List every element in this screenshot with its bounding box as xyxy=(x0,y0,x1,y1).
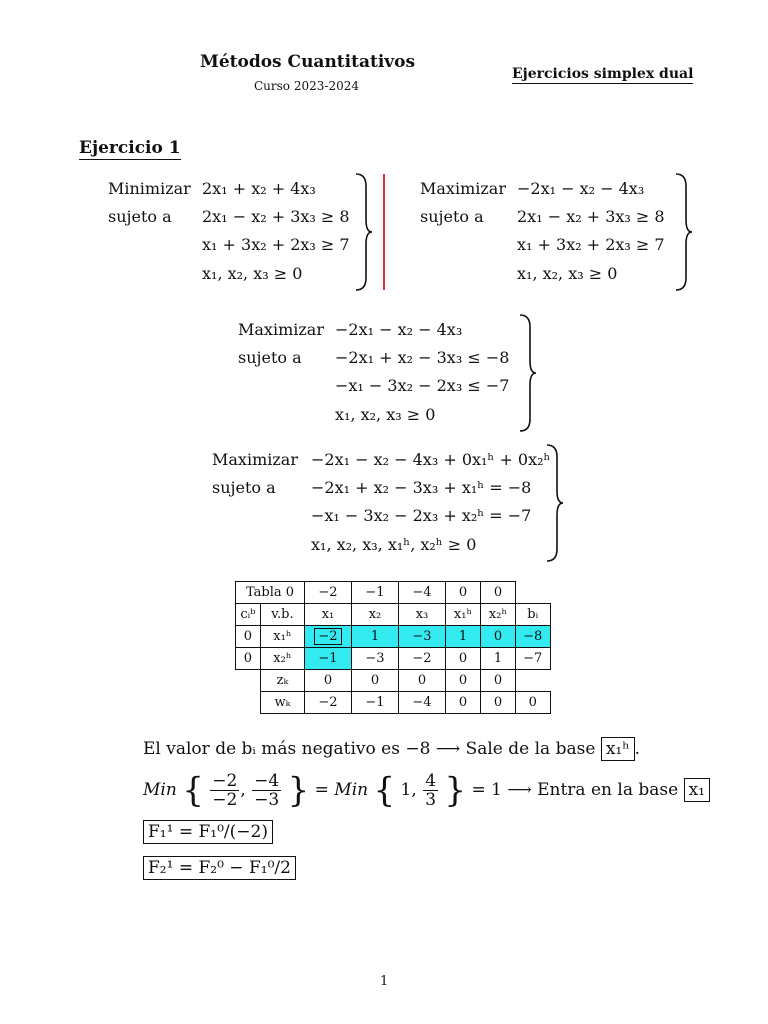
leaving-variable-line: El valor de bᵢ más negativo es −8 ⟶ Sale de la base x₁ʰ . xyxy=(143,739,640,759)
table-cell: 0 xyxy=(305,670,352,692)
table-cell: x₁ʰ xyxy=(446,604,481,626)
table-cell: zₖ xyxy=(260,670,304,692)
table-cell: x₁ʰ xyxy=(260,626,304,648)
table-cell: 0 xyxy=(481,670,516,692)
table-row xyxy=(236,582,551,604)
objective-expr: −2x₁ − x₂ − 4x₃ xyxy=(335,320,463,339)
table-cell: −1 xyxy=(305,648,352,670)
table-cell: 0 xyxy=(481,692,516,714)
row-operation-2: F₂¹ = F₂⁰ − F₁⁰/2 xyxy=(143,856,296,880)
pivot-cell xyxy=(305,626,352,648)
table-cell: 0 xyxy=(236,626,261,648)
min-eq-label: = Min xyxy=(314,780,369,800)
table-row xyxy=(236,692,551,714)
table-cell: 0 xyxy=(446,648,481,670)
divider-line xyxy=(383,174,385,290)
table-cell: 0 xyxy=(236,648,261,670)
table-cell: −3 xyxy=(399,626,446,648)
pivot-value: −2 xyxy=(314,628,341,645)
table-cell: −3 xyxy=(352,648,399,670)
simplex-tableau xyxy=(235,581,551,714)
formula-row-1 xyxy=(143,822,273,842)
entering-variable-line: Min { $\frac{-2}{-2}$ , $\frac{-4}{-3}$ } = Min { 1, $\frac{4}{3}$ } = 1 ⟶ Entra en la base x₁ xyxy=(143,772,710,809)
ratio-fraction: $\frac{-2}{-2}$ xyxy=(212,771,238,810)
table-cell: v.b. xyxy=(260,604,304,626)
table-cell: 0 xyxy=(481,626,516,648)
table-cell: −4 xyxy=(399,582,446,604)
table-cell: −1 xyxy=(352,692,399,714)
right-brace-icon xyxy=(352,172,374,292)
lp-maximize-2 xyxy=(238,320,528,430)
constraint-3: x₁, x₂, x₃, x₁ʰ, x₂ʰ ≥ 0 xyxy=(311,535,477,554)
row-operation-1: F₁¹ = F₁⁰/(−2) xyxy=(143,820,273,844)
entering-variable-box: x₁ xyxy=(684,778,710,802)
table-cell: 1 xyxy=(446,626,481,648)
constraint-1: −2x₁ + x₂ − 3x₃ ≤ −8 xyxy=(335,348,510,367)
constraint-label: sujeto a xyxy=(108,207,172,226)
lp-minimize xyxy=(108,179,368,289)
constraint-2: −x₁ − 3x₂ − 2x₃ ≤ −7 xyxy=(335,376,510,395)
constraint-3: x₁, x₂, x₃ ≥ 0 xyxy=(202,264,303,283)
table-cell: x₃ xyxy=(399,604,446,626)
ratio-fraction: $\frac{-4}{-3}$ xyxy=(254,771,280,810)
table-cell: 0 xyxy=(446,582,481,604)
table-cell: −1 xyxy=(352,582,399,604)
table-cell: 0 xyxy=(399,670,446,692)
table-cell: wₖ xyxy=(260,692,304,714)
ratio-fraction: $\frac{4}{3}$ xyxy=(425,771,437,810)
right-brace-icon xyxy=(543,443,565,563)
objective-label: Maximizar xyxy=(238,320,324,339)
table-row xyxy=(236,648,551,670)
table-cell: 0 xyxy=(446,692,481,714)
objective-expr: −2x₁ − x₂ − 4x₃ xyxy=(517,179,645,198)
constraint-1: 2x₁ − x₂ + 3x₃ ≥ 8 xyxy=(202,207,350,226)
tableau-title: Tabla 0 xyxy=(236,582,305,604)
table-cell: −2 xyxy=(305,692,352,714)
table-cell xyxy=(516,582,551,604)
section-title: Ejercicio 1 xyxy=(79,138,181,158)
constraint-3: x₁, x₂, x₃ ≥ 0 xyxy=(335,405,436,424)
constraint-2: −x₁ − 3x₂ − 2x₃ + x₂ʰ = −7 xyxy=(311,506,532,525)
document-title: Métodos Cuantitativos xyxy=(200,52,416,72)
table-cell: x₂ʰ xyxy=(260,648,304,670)
table-cell: 0 xyxy=(352,670,399,692)
table-row xyxy=(236,604,551,626)
table-cell: cᵢᵇ xyxy=(236,604,261,626)
constraint-2: x₁ + 3x₂ + 2x₃ ≥ 7 xyxy=(517,235,665,254)
page-number: 1 xyxy=(380,974,389,989)
formula-row-2 xyxy=(143,858,296,878)
objective-expr: −2x₁ − x₂ − 4x₃ + 0x₁ʰ + 0x₂ʰ xyxy=(311,450,551,469)
constraint-3: x₁, x₂, x₃ ≥ 0 xyxy=(517,264,618,283)
table-cell: −2 xyxy=(305,582,352,604)
constraint-label: sujeto a xyxy=(420,207,484,226)
objective-label: Maximizar xyxy=(212,450,298,469)
table-cell: x₂ xyxy=(352,604,399,626)
table-cell: 0 xyxy=(481,582,516,604)
objective-label: Minimizar xyxy=(108,179,191,198)
constraint-1: −2x₁ + x₂ − 3x₃ + x₁ʰ = −8 xyxy=(311,478,532,497)
table-cell: −2 xyxy=(399,648,446,670)
lp-maximize-1 xyxy=(420,179,680,289)
right-brace-icon xyxy=(516,313,538,433)
table-cell: x₁ xyxy=(305,604,352,626)
set-first-value: 1, xyxy=(400,780,417,800)
objective-label: Maximizar xyxy=(420,179,506,198)
table-cell: bᵢ xyxy=(516,604,551,626)
table-cell: −7 xyxy=(516,648,551,670)
lp-maximize-3 xyxy=(212,450,552,560)
min-label: Min xyxy=(143,780,177,800)
constraint-2: x₁ + 3x₂ + 2x₃ ≥ 7 xyxy=(202,235,350,254)
table-cell: 1 xyxy=(352,626,399,648)
table-cell: 1 xyxy=(481,648,516,670)
table-cell: 0 xyxy=(516,692,551,714)
exercise-set-title: Ejercicios simplex dual xyxy=(512,66,694,82)
constraint-label: sujeto a xyxy=(212,478,276,497)
table-row xyxy=(236,670,551,692)
constraint-1: 2x₁ − x₂ + 3x₃ ≥ 8 xyxy=(517,207,665,226)
entering-text: = 1 ⟶ Entra en la base xyxy=(471,780,679,800)
constraint-label: sujeto a xyxy=(238,348,302,367)
table-cell: 0 xyxy=(446,670,481,692)
course-year: Curso 2023-2024 xyxy=(254,79,359,93)
objective-expr: 2x₁ + x₂ + 4x₃ xyxy=(202,179,316,198)
leaving-variable-box: x₁ʰ xyxy=(601,737,635,761)
leaving-text: El valor de bᵢ más negativo es −8 ⟶ Sale de la base xyxy=(143,739,596,759)
table-cell: x₂ʰ xyxy=(481,604,516,626)
right-brace-icon xyxy=(672,172,694,292)
table-cell: −4 xyxy=(399,692,446,714)
table-row xyxy=(236,626,551,648)
table-cell: −8 xyxy=(516,626,551,648)
